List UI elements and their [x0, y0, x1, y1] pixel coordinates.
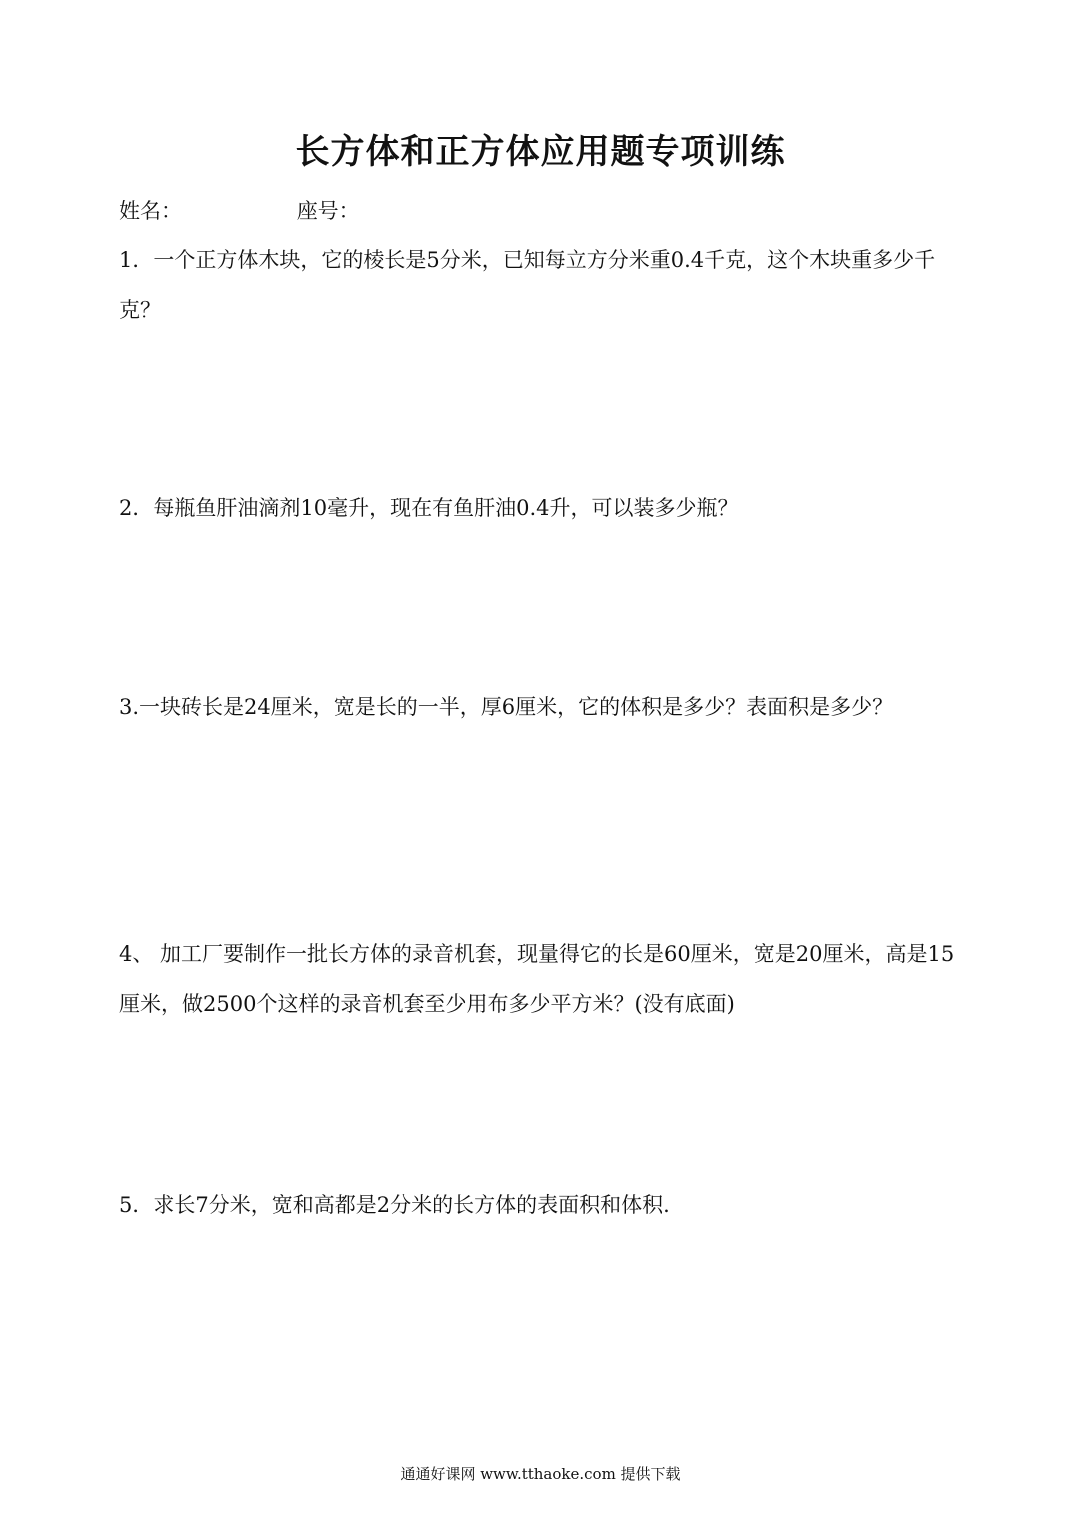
- question-3: 3.一块砖长是24厘米，宽是长的一半，厚6厘米，它的体积是多少？表面积是多少？: [119, 695, 894, 719]
- question-1: 1．一个正方体木块，它的棱长是5分米，已知每立方分米重0.4千克，这个木块重多少千克？: [119, 248, 936, 322]
- page-title: 长方体和正方体应用题专项训练: [295, 132, 786, 172]
- question-4: 4、 加工厂要制作一批长方体的录音机套，现量得它的长是60厘米，宽是20厘米，高是15厘米，做2500个这样的录音机套至少用布多少平方米？(没有底面): [119, 942, 955, 1016]
- footer-credit: 通通好课网 www.tthaoke.com 提供下载: [400, 1465, 681, 1483]
- question-2: 2．每瓶鱼肝油滴剂10毫升，现在有鱼肝油0.4升，可以装多少瓶？: [119, 496, 739, 520]
- question-5: 5．求长7分米，宽和高都是2分米的长方体的表面积和体积.: [119, 1193, 670, 1217]
- name-label: 姓名：: [119, 199, 182, 223]
- student-info-row: [119, 196, 360, 226]
- seat-number-label: 座号：: [296, 199, 360, 223]
